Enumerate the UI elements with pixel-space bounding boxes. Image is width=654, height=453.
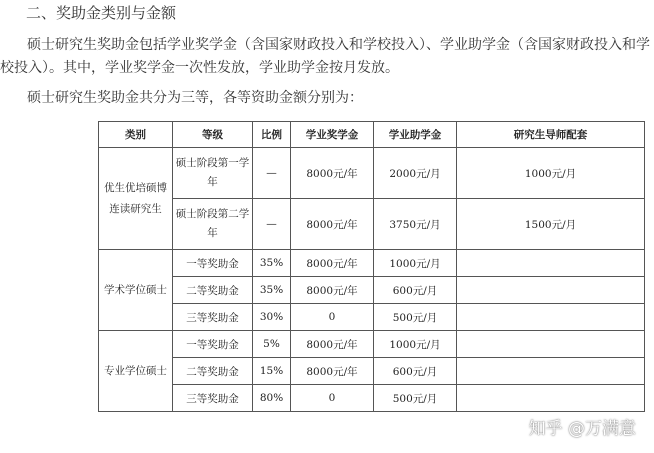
group-cell: 优生优培硕博连读研究生	[99, 148, 173, 250]
header-scholarship: 学业奖学金	[291, 122, 374, 148]
supervisor-cell	[457, 304, 645, 331]
supervisor-cell: 1500元/月	[457, 199, 645, 250]
grant-cell: 500元/月	[374, 304, 457, 331]
header-grant: 学业助学金	[374, 122, 457, 148]
grant-cell: 3750元/月	[374, 199, 457, 250]
ratio-cell: 35%	[253, 250, 291, 277]
group-cell: 学术学位硕士	[99, 250, 173, 331]
ratio-cell: 30%	[253, 304, 291, 331]
header-supervisor: 研究生导师配套	[457, 122, 645, 148]
amount-paragraph: 硕士研究生奖助金共分为三等，各等资助金额分别为：	[27, 90, 363, 106]
ratio-cell: 15%	[253, 358, 291, 385]
scholarship-cell: 0	[291, 385, 374, 412]
supervisor-cell: 1000元/月	[457, 148, 645, 199]
level-cell: 二等奖助金	[173, 277, 253, 304]
supervisor-cell	[457, 385, 645, 412]
award-table	[98, 121, 645, 412]
ratio-cell: —	[253, 148, 291, 199]
table-row	[99, 250, 645, 277]
ratio-cell: 80%	[253, 385, 291, 412]
scholarship-cell: 0	[291, 304, 374, 331]
group-cell: 专业学位硕士	[99, 331, 173, 412]
header-category: 类别	[99, 122, 173, 148]
level-cell: 硕士阶段第二学年	[173, 199, 253, 250]
supervisor-cell	[457, 331, 645, 358]
ratio-cell: —	[253, 199, 291, 250]
table-row	[99, 148, 645, 199]
scholarship-cell: 8000元/年	[291, 148, 374, 199]
grant-cell: 1000元/月	[374, 331, 457, 358]
table-header-row	[99, 122, 645, 148]
scholarship-cell: 8000元/年	[291, 358, 374, 385]
watermark-text: 知乎 @万满意	[528, 419, 636, 439]
section-heading: 二、奖助金类别与金额	[26, 4, 177, 22]
level-cell: 一等奖助金	[173, 250, 253, 277]
header-ratio: 比例	[253, 122, 291, 148]
level-cell: 二等奖助金	[173, 358, 253, 385]
supervisor-cell	[457, 277, 645, 304]
table-row	[99, 385, 645, 412]
level-cell: 硕士阶段第一学年	[173, 148, 253, 199]
scholarship-cell: 8000元/年	[291, 250, 374, 277]
grant-cell: 600元/月	[374, 358, 457, 385]
table-row	[99, 277, 645, 304]
ratio-cell: 35%	[253, 277, 291, 304]
table-row	[99, 199, 645, 250]
table-row	[99, 304, 645, 331]
supervisor-cell	[457, 250, 645, 277]
level-cell: 三等奖助金	[173, 385, 253, 412]
header-level: 等级	[173, 122, 253, 148]
scholarship-cell: 8000元/年	[291, 277, 374, 304]
grant-cell: 2000元/月	[374, 148, 457, 199]
grant-cell: 600元/月	[374, 277, 457, 304]
grant-cell: 1000元/月	[374, 250, 457, 277]
table-row	[99, 331, 645, 358]
level-cell: 一等奖助金	[173, 331, 253, 358]
table-row	[99, 358, 645, 385]
grant-cell: 500元/月	[374, 385, 457, 412]
scholarship-cell: 8000元/年	[291, 199, 374, 250]
level-cell: 三等奖助金	[173, 304, 253, 331]
intro-paragraph: 硕士研究生奖助金包括学业奖学金（含国家财政投入和学校投入）、学业助学金（含国家财政投入和学校投入）。其中，学业奖学金一次性发放，学业助学金按月发放。	[0, 37, 650, 76]
ratio-cell: 5%	[253, 331, 291, 358]
scholarship-cell: 8000元/年	[291, 331, 374, 358]
supervisor-cell	[457, 358, 645, 385]
